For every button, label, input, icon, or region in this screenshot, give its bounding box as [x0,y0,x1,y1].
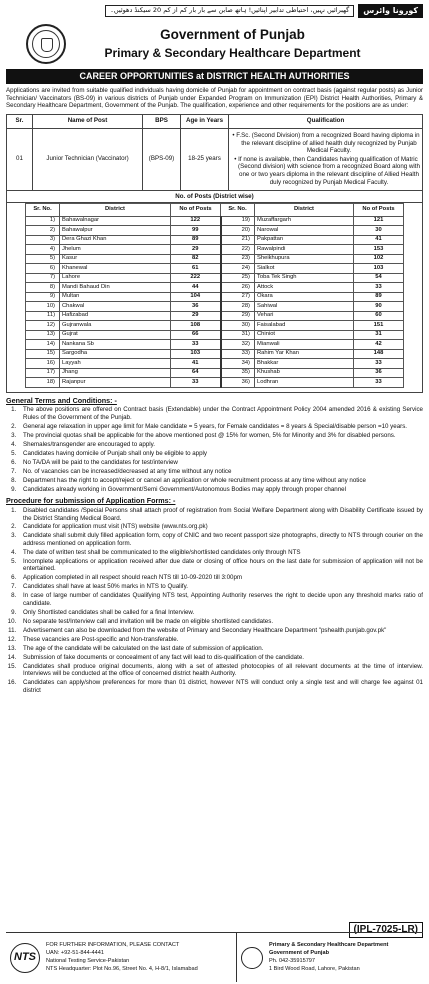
district-sr: 21) [221,235,255,245]
district-name: Muzaffargarh [255,216,354,226]
district-posts: 33 [354,359,404,369]
procedure-item: 10. No separate test/Interview call and invitation will be made on eligible shortlisted candidates. [18,618,423,626]
district-sr: 7) [26,273,60,283]
nts-logo-icon: NTS [10,943,40,973]
district-name: Rahim Yar Khan [255,349,354,359]
district-sr: 12) [26,321,60,331]
procedure-item: 4. The date of written test shall be communicated to the eligible/shortlisted candidates only through NTS [18,549,423,557]
corona-advice: گھبرائیں نہیں، احتیاطی تدابیر اپنائیں! ہاتھ صابن سے بار بار کم از کم 20 سیکنڈ دھوئیں۔ [105,5,354,17]
term-item: 7. No. of vacancies can be increased/decreased at any time without any notice [18,468,423,476]
district-posts: 121 [354,216,404,226]
district-name: Rawalpindi [255,245,354,255]
district-posts: 90 [354,302,404,312]
district-sr: 34) [221,359,255,369]
term-item: 3. The provincial quotas shall be applicable for the above mentioned post @ 15% for women, 5% for Minority and 3% for disabled persons. [18,432,423,440]
district-name: Khanewal [60,264,171,274]
post-sr: 01 [7,128,33,190]
footer-nts [6,933,236,982]
district-table [25,203,404,388]
district-sr: 26) [221,283,255,293]
district-posts: 33 [171,340,221,350]
procedure-item: 5. Incomplete applications or application received after due date or closing of office hours on the last date for submission of application will not be entertained. [18,558,423,573]
qualification-2: • If none is available, then Candidates having qualification of Matric (Second division) with science from a recognized Board along with one or two years diploma in the relevant discipline of Allied Health duly recognized by Punjab Medical Faculty. [232,156,420,186]
district-row [26,292,404,302]
term-item: 9. Candidates already working in Government/Semi Government/Autonomous Bodies may apply through proper channel [18,486,423,494]
footer-left-line: UAN: +92-51-844-4441 [46,950,104,957]
district-sr: 33) [221,349,255,359]
district-posts: 99 [171,226,221,236]
post-qualification [229,128,423,190]
term-item: 8. Department has the right to accept/reject or cancel an application or whole recruitment process at any time without any notice [18,477,423,485]
district-name: Bahawalnagar [60,216,171,226]
district-name: Chiniot [255,330,354,340]
procedure-item: 13. The age of the candidate will be calculated on the last date of submission of application. [18,645,423,653]
district-posts: 108 [171,321,221,331]
district-name: Dera Ghazi Khan [60,235,171,245]
district-name: Narowal [255,226,354,236]
district-sr: 27) [221,292,255,302]
district-name: Bahawalpur [60,226,171,236]
district-row [26,245,404,255]
district-posts: 33 [354,378,404,388]
punjab-emblem-icon [26,24,66,64]
col-age: Age in Years [181,114,229,128]
district-row [26,340,404,350]
district-sr: 10) [26,302,60,312]
district-row [26,216,404,226]
dist-col-posts-left: No of Posts [171,203,221,216]
footer [6,932,423,982]
district-sr: 5) [26,254,60,264]
district-posts: 222 [171,273,221,283]
district-name: Rajanpur [60,378,171,388]
district-posts: 61 [171,264,221,274]
terms-list [18,406,423,493]
terms-heading: General Terms and Conditions: - [6,395,117,405]
district-name: Sheikhupura [255,254,354,264]
district-name: Khushab [255,368,354,378]
district-posts: 29 [171,245,221,255]
footer-left-line: FOR FURTHER INFORMATION, PLEASE CONTACT [46,942,180,949]
procedure-item: 7. Candidates shall have at least 50% marks in NTS to Qualify. [18,583,423,591]
term-item: 1. The above positions are offered on Contract basis (Extendable) under the Contract Appointment Policy 2004 amended 2016 & existing Service Rules of the Government of the Punjab. [18,406,423,421]
procedure-item: 16. Candidates can apply/show preferences for more than 01 district, however NTS will conduct only a single test and will charge fee against 01 district [18,679,423,694]
district-name: Gujrat [60,330,171,340]
col-qualification: Qualification [229,114,423,128]
term-item: 6. No TA/DA will be paid to the candidates for test/interview [18,459,423,467]
procedure-item: 12. These vacancies are Post-specific and Non-transferable. [18,636,423,644]
procedure-heading: Procedure for submission of Application Forms: - [6,496,176,506]
district-posts: 122 [171,216,221,226]
intro-paragraph: Applications are invited from suitable qualified individuals having domicile of Punjab for appointment on contract basis (against regular posts) as Junior Technician/ Vaccinators (BS-09) in various districts of Punjab under Expanded Program on Immunization (EPI) District Health Authorities, Primary & Secondary Healthcare Department, Government of the Punjab. The qualification, experience and other requirements for the positions are as under: [6,86,423,110]
district-sr: 9) [26,292,60,302]
district-sr: 16) [26,359,60,369]
procedure-list [18,507,423,694]
district-sr: 18) [26,378,60,388]
district-row [26,235,404,245]
district-row [26,330,404,340]
term-item: 5. Candidates having domicile of Punjab shall only be eligible to apply [18,450,423,458]
term-item: 4. Shemales/transgender are encouraged to apply. [18,441,423,449]
district-name: Sialkot [255,264,354,274]
district-name: Lodhran [255,378,354,388]
district-sr: 25) [221,273,255,283]
district-row [26,302,404,312]
header [6,21,423,67]
district-posts: 44 [171,283,221,293]
col-bps: BPS [143,114,181,128]
district-row [26,254,404,264]
procedure-item: 8. In case of large number of candidates Qualifying NTS test, Appointing Authority reserves the right to decide upon any threshold marks ratio of candidate. [18,592,423,607]
district-name: Multan [60,292,171,302]
department-title: Primary & Secondary Healthcare Department [104,45,361,60]
district-name: Okara [255,292,354,302]
district-sr: 28) [221,302,255,312]
footer-left-line: National Testing Service-Pakistan [46,958,130,964]
district-row [26,378,404,388]
district-sr: 1) [26,216,60,226]
footer-left-line: NTS Headquarter: Plot No.96, Street No. 4, H-8/1, Islamabad [46,965,198,972]
district-name: Sargodha [60,349,171,359]
district-posts: 66 [171,330,221,340]
district-name: Faisalabad [255,321,354,331]
district-sr: 14) [26,340,60,350]
district-name: Attock [255,283,354,293]
district-sr: 32) [221,340,255,350]
district-posts: 64 [171,368,221,378]
dist-col-district-left: District [60,203,171,216]
district-name: Sahiwal [255,302,354,312]
district-posts: 42 [354,340,404,350]
district-name: Gujranwala [60,321,171,331]
district-posts: 30 [354,226,404,236]
punjab-emblem-small-icon [241,947,263,969]
district-name: Chakwal [60,302,171,312]
district-posts: 31 [354,330,404,340]
district-sr: 2) [26,226,60,236]
district-row [26,321,404,331]
district-name: Pakpattan [255,235,354,245]
procedure-item: 2. Candidate for application must visit (NTS) website (www.nts.org.pk) [18,523,423,531]
procedure-item: 1. Disabled candidates /Special Persons shall attach proof of registration from Social Welfare Department along with Disability Certificate issued by the District Standing Medical Board. [18,507,423,522]
corona-strip [6,3,423,19]
district-posts: 33 [171,378,221,388]
district-sr: 8) [26,283,60,293]
procedure-item: 14. Submission of fake documents or concealment of any fact will lead to dis-qualification of the candidate. [18,654,423,662]
district-posts: 89 [354,292,404,302]
district-sr: 29) [221,311,255,321]
district-row [26,273,404,283]
col-post: Name of Post [33,114,143,128]
district-posts: 60 [354,311,404,321]
district-posts: 41 [354,235,404,245]
district-sr: 22) [221,245,255,255]
footer-right-line: Primary & Secondary Healthcare Department [269,942,389,949]
corona-banner: کورونا وائرس [358,4,423,18]
district-name: Vehari [255,311,354,321]
career-banner: CAREER OPPORTUNITIES at DISTRICT HEALTH AUTHORITIES [6,69,423,84]
district-sr: 23) [221,254,255,264]
dist-col-district-right: District [255,203,354,216]
district-row [26,283,404,293]
district-name: Mianwali [255,340,354,350]
district-sr: 3) [26,235,60,245]
post-table [6,114,423,191]
district-name: Bhakkar [255,359,354,369]
district-sr: 15) [26,349,60,359]
district-sr: 19) [221,216,255,226]
procedure-item: 9. Only Shortlisted candidates shall be called for a final Interview. [18,609,423,617]
district-sr: 13) [26,330,60,340]
district-sr: 31) [221,330,255,340]
district-posts: 102 [354,254,404,264]
qualification-1: • F.Sc. (Second Division) from a recognized Board having diploma in the relevant discipline of allied health duly recognized by Punjab Medical Faculty. [232,132,420,155]
district-sr: 24) [221,264,255,274]
footer-right-line: Ph. 042-35915797 [269,958,316,964]
district-row [26,264,404,274]
district-name: Nankana Sb [60,340,171,350]
district-sr: 35) [221,368,255,378]
dist-col-sr-left: Sr. No. [26,203,60,216]
district-posts: 148 [354,349,404,359]
district-posts: 29 [171,311,221,321]
district-sr: 20) [221,226,255,236]
footer-right-line: Government of Punjab [269,950,329,957]
district-row [26,311,404,321]
district-posts: 82 [171,254,221,264]
procedure-item: 6. Application completed in all respect should reach NTS till 10-09-2020 till 3:00pm [18,574,423,582]
footer-right-line: 1 Bird Wood Road, Lahore, Pakistan [269,965,360,972]
no-of-posts-title: No. of Posts (District wise) [6,191,423,203]
district-sr: 36) [221,378,255,388]
district-name: Layyah [60,359,171,369]
term-item: 2. General age relaxation in upper age limit for Male candidate = 5 years, for Female candidates = 8 years & Special/disable person =10 years. [18,423,423,431]
district-posts: 41 [171,359,221,369]
procedure-item: 3. Candidate shall submit duly filled application form, copy of CNIC and two recent passport size photographs, directly to NTS through courier on the address mentioned on application form. [18,532,423,547]
district-row [26,226,404,236]
district-posts: 89 [171,235,221,245]
district-row [26,359,404,369]
district-name: Toba Tek Singh [255,273,354,283]
district-sr: 4) [26,245,60,255]
dist-col-posts-right: No of Posts [354,203,404,216]
col-sr: Sr. [7,114,33,128]
ipl-code: (IPL-7025-LR) [349,922,423,938]
district-posts: 36 [171,302,221,312]
district-sr: 30) [221,321,255,331]
district-name: Lahore [60,273,171,283]
district-posts: 103 [354,264,404,274]
district-posts: 54 [354,273,404,283]
district-posts: 151 [354,321,404,331]
district-posts: 33 [354,283,404,293]
district-posts: 103 [171,349,221,359]
procedure-item: 11. Advertisement can also be downloaded from the website of Primary and Secondary Healthcare Department "pshealth.punjab.gov.pk" [18,627,423,635]
district-sr: 6) [26,264,60,274]
district-row [26,349,404,359]
district-row [26,368,404,378]
dist-col-sr-right: Sr. No. [221,203,255,216]
procedure-item: 15. Candidates shall produce original documents, along with a set of attested photocopies of all relevant documents at the time of interview. Interviews will be conducted at the office of concerned district health Authority. [18,663,423,678]
post-age: 18-25 years [181,128,229,190]
district-name: Kasur [60,254,171,264]
post-bps: (BPS-09) [143,128,181,190]
government-title: Government of Punjab [160,27,305,43]
post-name: Junior Technician (Vaccinator) [33,128,143,190]
district-name: Hafizabad [60,311,171,321]
district-sr: 11) [26,311,60,321]
district-name: Jhelum [60,245,171,255]
district-sr: 17) [26,368,60,378]
district-posts: 36 [354,368,404,378]
district-posts: 104 [171,292,221,302]
district-table-wrap [6,203,423,393]
district-name: Jhang [60,368,171,378]
footer-department [236,933,423,982]
district-posts: 153 [354,245,404,255]
district-name: Mandi Bahaud Din [60,283,171,293]
